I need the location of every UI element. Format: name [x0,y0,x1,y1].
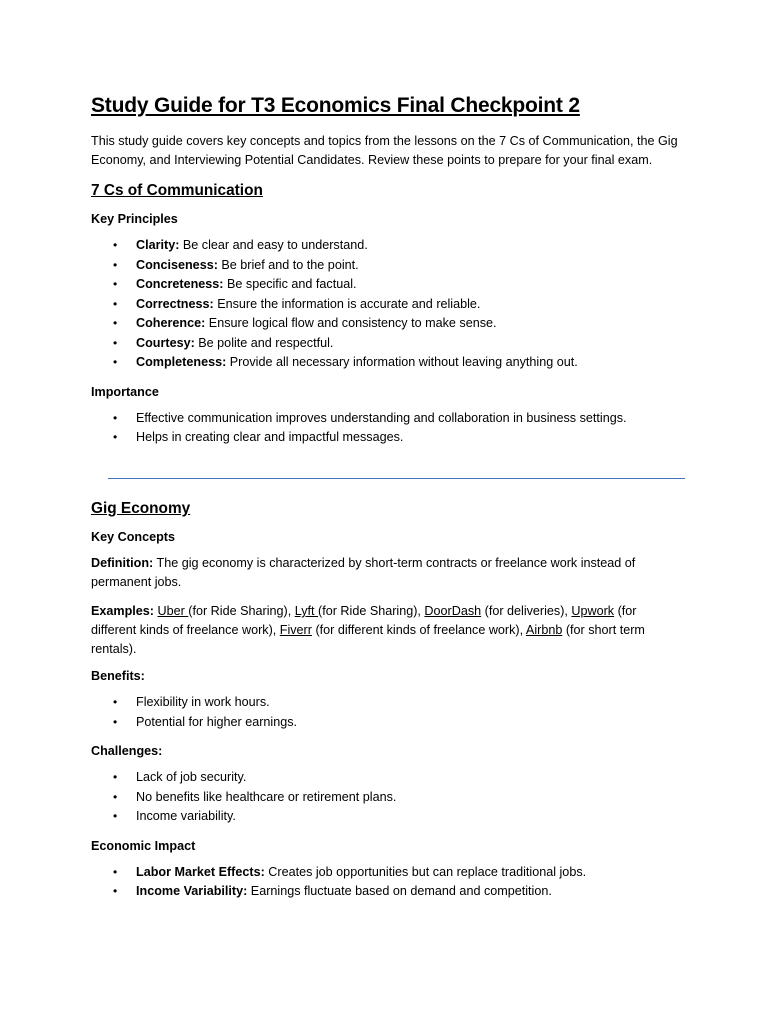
bullet-icon: • [113,864,118,879]
principle-text: Be polite and respectful. [194,335,334,350]
list-item [91,863,681,883]
examples-label: Examples: [91,604,154,618]
list-item [91,768,681,788]
list-item [91,334,691,354]
bullet-icon: • [113,316,118,330]
bullet-icon: • [113,770,118,784]
impact-text: Earnings fluctuate based on demand and competition. [247,884,552,898]
section-gig-economy-container [91,500,681,914]
list-item [91,236,691,256]
bullet-icon: • [113,257,118,272]
example-note: (for deliveries), [481,604,572,618]
example-note: (for different kinds of freelance work), [311,623,526,637]
benefits-list [91,693,681,732]
principle-term: Correctness: [136,296,214,311]
definition-paragraph [91,554,681,592]
challenge-text: No benefits like healthcare or retirement plans. [136,789,397,804]
principle-text: Be brief and to the point. [217,257,359,272]
impact-text: Creates job opportunities but can replace traditional jobs. [264,864,587,879]
bullet-icon: • [113,809,118,823]
document-title: Study Guide for T3 Economics Final Checkpoint 2 [91,94,580,117]
principle-text: Provide all necessary information without leaving anything out. [226,355,578,369]
key-concepts-heading: Key Concepts [91,530,175,544]
definition-text: The gig economy is characterized by short-term contracts or freelance work instead of permanent jobs. [91,556,636,589]
link-doordash[interactable]: DoorDash [424,604,482,618]
list-item [91,275,691,295]
list-item [91,788,681,808]
examples-paragraph [91,602,681,659]
example-note: (for Ride Sharing), [318,604,425,618]
list-item [91,409,691,429]
bullet-icon: • [113,277,118,291]
list-item [91,882,681,902]
bullet-icon: • [113,296,118,311]
list-item [91,353,691,373]
impact-term: Labor Market Effects: [136,864,265,879]
list-item [91,256,691,276]
bullet-icon: • [113,238,118,252]
link-uber[interactable]: Uber [157,604,189,618]
bullet-icon: • [113,789,118,804]
challenges-list [91,768,681,827]
benefits-heading: Benefits: [91,669,145,683]
bullet-icon: • [113,714,118,729]
section-title-seven-cs: 7 Cs of Communication [91,182,263,199]
bullet-icon: • [113,335,118,350]
list-item [91,693,681,713]
list-item [91,314,691,334]
section-divider [108,478,685,479]
link-airbnb[interactable]: Airbnb [525,623,563,637]
principle-term: Completeness: [136,355,227,369]
list-item [91,428,691,448]
definition-label: Definition: [91,556,154,570]
bullet-icon: • [113,355,118,369]
list-item [91,713,681,733]
impact-term: Income Variability: [136,884,248,898]
example-note: (for short term rentals). [91,623,645,656]
principle-text: Ensure the information is accurate and reliable. [213,296,481,311]
link-lyft[interactable]: Lyft [294,604,319,618]
importance-list [91,409,691,448]
challenge-text: Lack of job security. [136,770,247,784]
link-upwork[interactable]: Upwork [571,604,615,618]
section-seven-cs-container [91,94,691,460]
challenge-text: Income variability. [136,809,236,823]
principle-term: Coherence: [136,316,206,330]
benefit-text: Flexibility in work hours. [136,695,270,709]
intro-paragraph: This study guide covers key concepts and topics from the lessons on the 7 Cs of Communication, the Gig Economy, and Interviewing Potential Candidates. Review these points to prepare for your final exam. [91,134,678,167]
example-note: (for Ride Sharing), [188,604,295,618]
example-note: (for different kinds of freelance work), [91,604,637,637]
principles-list [91,236,691,373]
bullet-icon: • [113,884,118,898]
principle-text: Be specific and factual. [223,277,357,291]
principle-term: Courtesy: [136,335,195,350]
principle-term: Concreteness: [136,277,224,291]
link-fiverr[interactable]: Fiverr [279,623,312,637]
benefit-text: Potential for higher earnings. [136,714,298,729]
bullet-icon: • [113,695,118,709]
importance-heading: Importance [91,384,159,399]
importance-text: Helps in creating clear and impactful messages. [136,430,404,444]
principle-term: Clarity: [136,238,180,252]
list-item [91,295,691,315]
bullet-icon: • [113,430,118,444]
principle-text: Ensure logical flow and consistency to make sense. [205,316,497,330]
importance-text: Effective communication improves understanding and collaboration in business settings. [136,410,627,425]
key-principles-heading: Key Principles [91,212,178,226]
section-title-gig-economy: Gig Economy [91,500,191,517]
impact-list [91,863,681,902]
list-item [91,807,681,827]
bullet-icon: • [113,410,118,425]
challenges-heading: Challenges: [91,744,163,758]
principle-term: Conciseness: [136,257,218,272]
principle-text: Be clear and easy to understand. [179,238,368,252]
economic-impact-heading: Economic Impact [91,838,196,853]
